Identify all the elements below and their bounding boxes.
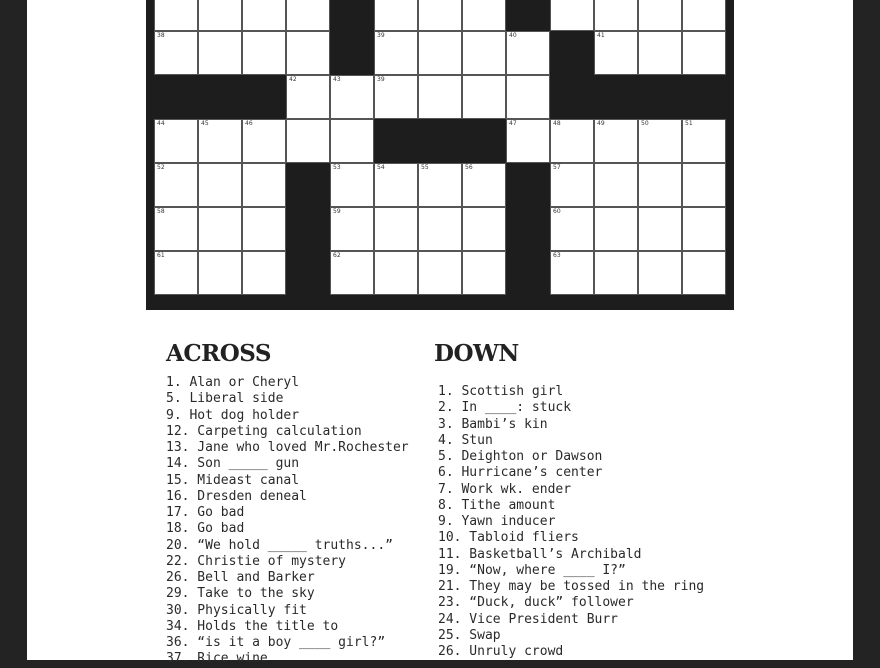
grid-cell[interactable] (462, 251, 506, 295)
cell-number: 43 (333, 76, 341, 83)
cell-number: 63 (553, 252, 561, 259)
down-clue: 23. “Duck, duck” follower (438, 595, 634, 611)
cell-number: 48 (553, 120, 561, 127)
across-clue: 36. “is it a boy ____ girl?” (166, 635, 386, 650)
grid-cell[interactable] (418, 251, 462, 295)
grid-cell[interactable] (198, 119, 242, 163)
grid-cell[interactable] (198, 251, 242, 295)
grid-cell[interactable] (638, 251, 682, 295)
grid-cell[interactable] (198, 207, 242, 251)
grid-cell[interactable] (330, 207, 374, 251)
down-clue: 9. Yawn inducer (438, 514, 556, 529)
grid-cell[interactable] (638, 119, 682, 163)
cell-number: 50 (641, 120, 649, 127)
grid-cell[interactable] (638, 0, 682, 31)
grid-cell[interactable] (374, 0, 418, 31)
grid-cell[interactable] (550, 251, 594, 295)
grid-cell[interactable] (154, 163, 198, 207)
cell-number: 41 (597, 32, 605, 39)
across-clue: 26. Bell and Barker (166, 570, 315, 585)
grid-cell[interactable] (286, 119, 330, 163)
grid-cell[interactable] (594, 31, 638, 75)
cell-number: 62 (333, 252, 341, 259)
down-clue: 5. Deighton or Dawson (438, 449, 603, 464)
across-clue: 17. Go bad (166, 505, 245, 520)
down-clue: 6. Hurricane’s center (438, 465, 603, 481)
cell-number: 57 (553, 164, 561, 171)
cell-number: 59 (333, 208, 341, 215)
grid-cell[interactable] (198, 31, 242, 75)
grid-cell[interactable] (242, 207, 286, 251)
cell-number: 56 (465, 164, 473, 171)
grid-cell[interactable] (638, 31, 682, 75)
cell-number: 60 (553, 208, 561, 215)
grid-cell[interactable] (374, 251, 418, 295)
grid-cell[interactable] (242, 163, 286, 207)
grid-cell[interactable] (154, 31, 198, 75)
grid-cell[interactable] (550, 119, 594, 163)
down-heading: DOWN (434, 340, 519, 367)
grid-cell[interactable] (330, 119, 374, 163)
down-clue-list (438, 384, 704, 660)
across-clue-list (166, 375, 409, 668)
cell-number: 49 (597, 120, 605, 127)
grid-cell[interactable] (242, 0, 286, 31)
grid-cell[interactable] (550, 163, 594, 207)
grid-cell[interactable] (286, 75, 330, 119)
grid-cell[interactable] (374, 207, 418, 251)
grid-cell[interactable] (418, 31, 462, 75)
grid-cell[interactable] (638, 207, 682, 251)
across-clue: 37. Rice wine (166, 651, 268, 667)
cell-number: 47 (509, 120, 517, 127)
grid-cell[interactable] (330, 163, 374, 207)
grid-cell[interactable] (594, 0, 638, 31)
grid-cell[interactable] (506, 75, 550, 119)
across-clue: 13. Jane who loved Mr.Rochester (166, 440, 409, 455)
across-clue: 22. Christie of mystery (166, 553, 347, 569)
across-clue: 5. Liberal side (166, 391, 284, 407)
grid-cell[interactable] (462, 207, 506, 251)
down-clue: 1. Scottish girl (438, 384, 564, 399)
down-clue: 2. In ____: stuck (438, 400, 572, 416)
cell-number: 44 (157, 120, 165, 127)
grid-cell[interactable] (286, 0, 330, 31)
grid-cell[interactable] (198, 163, 242, 207)
grid-cell[interactable] (286, 31, 330, 75)
grid-cell[interactable] (682, 31, 726, 75)
cell-number: 54 (377, 164, 385, 171)
crossword-grid (146, 0, 734, 310)
grid-cell[interactable] (374, 163, 418, 207)
across-clue: 16. Dresden deneal (166, 488, 307, 504)
cell-number: 40 (509, 32, 517, 39)
cell-number: 53 (333, 164, 341, 171)
across-clue: 15. Mideast canal (166, 472, 300, 488)
cell-number: 45 (201, 120, 209, 127)
cell-number: 39 (377, 76, 385, 83)
across-clue: 20. “We hold _____ truths...” (166, 537, 393, 553)
grid-cell[interactable] (242, 119, 286, 163)
grid-cell[interactable] (198, 0, 242, 31)
grid-cell[interactable] (638, 163, 682, 207)
across-clue: 30. Physically fit (166, 602, 307, 618)
grid-cell[interactable] (154, 207, 198, 251)
grid-cell[interactable] (682, 251, 726, 295)
down-clue: 7. Work wk. ender (438, 481, 572, 497)
grid-cell[interactable] (154, 119, 198, 163)
cell-number: 55 (421, 164, 429, 171)
across-heading: ACROSS (166, 340, 272, 367)
down-clue: 10. Tabloid fliers (438, 530, 579, 546)
grid-cell[interactable] (330, 251, 374, 295)
down-clue: 4. Stun (438, 432, 493, 448)
down-clue: 24. Vice President Burr (438, 611, 619, 627)
grid-cell[interactable] (462, 75, 506, 119)
grid-cell[interactable] (462, 31, 506, 75)
across-clue: 9. Hot dog holder (166, 407, 300, 423)
grid-cell[interactable] (594, 119, 638, 163)
grid-cell[interactable] (418, 0, 462, 31)
cell-number: 61 (157, 252, 165, 259)
across-clue: 34. Holds the title to (166, 618, 339, 634)
grid-cell[interactable] (242, 31, 286, 75)
grid-cell[interactable] (506, 119, 550, 163)
grid-cell[interactable] (682, 0, 726, 31)
down-clue: 26. Unruly crowd (438, 644, 564, 659)
across-clue: 14. Son _____ gun (166, 456, 300, 472)
grid-cell[interactable] (550, 0, 594, 31)
down-clue: 11. Basketball’s Archibald (438, 546, 642, 562)
grid-cell[interactable] (154, 251, 198, 295)
grid-cell[interactable] (462, 163, 506, 207)
cell-number: 51 (685, 120, 693, 127)
grid-cell[interactable] (594, 251, 638, 295)
grid-cell[interactable] (594, 207, 638, 251)
cell-number: 52 (157, 164, 165, 171)
grid-cell[interactable] (462, 0, 506, 31)
grid-cell[interactable] (550, 207, 594, 251)
grid-cell[interactable] (242, 251, 286, 295)
across-clue: 12. Carpeting calculation (166, 423, 362, 439)
cell-number: 38 (157, 32, 165, 39)
grid-cell[interactable] (374, 75, 418, 119)
across-clue: 29. Take to the sky (166, 586, 315, 602)
grid-cell[interactable] (682, 163, 726, 207)
grid-cell[interactable] (154, 0, 198, 31)
cell-number: 39 (377, 32, 385, 39)
grid-cell[interactable] (418, 75, 462, 119)
grid-cell[interactable] (506, 31, 550, 75)
down-clue: 3. Bambi’s kin (438, 416, 548, 432)
grid-cell[interactable] (418, 163, 462, 207)
down-clue: 8. Tithe amount (438, 497, 556, 513)
cell-number: 42 (289, 76, 297, 83)
across-clue: 1. Alan or Cheryl (166, 375, 300, 390)
grid-cell[interactable] (594, 163, 638, 207)
cell-number: 46 (245, 120, 253, 127)
down-clue: 25. Swap (438, 627, 501, 643)
grid-cell[interactable] (374, 31, 418, 75)
down-clue: 19. “Now, where ____ I?” (438, 562, 626, 578)
down-clue: 21. They may be tossed in the ring (438, 579, 705, 594)
grid-cell[interactable] (418, 207, 462, 251)
grid-cell[interactable] (330, 75, 374, 119)
across-clue: 18. Go bad (166, 521, 245, 537)
cell-number: 58 (157, 208, 165, 215)
grid-cell[interactable] (682, 119, 726, 163)
grid-cell[interactable] (682, 207, 726, 251)
